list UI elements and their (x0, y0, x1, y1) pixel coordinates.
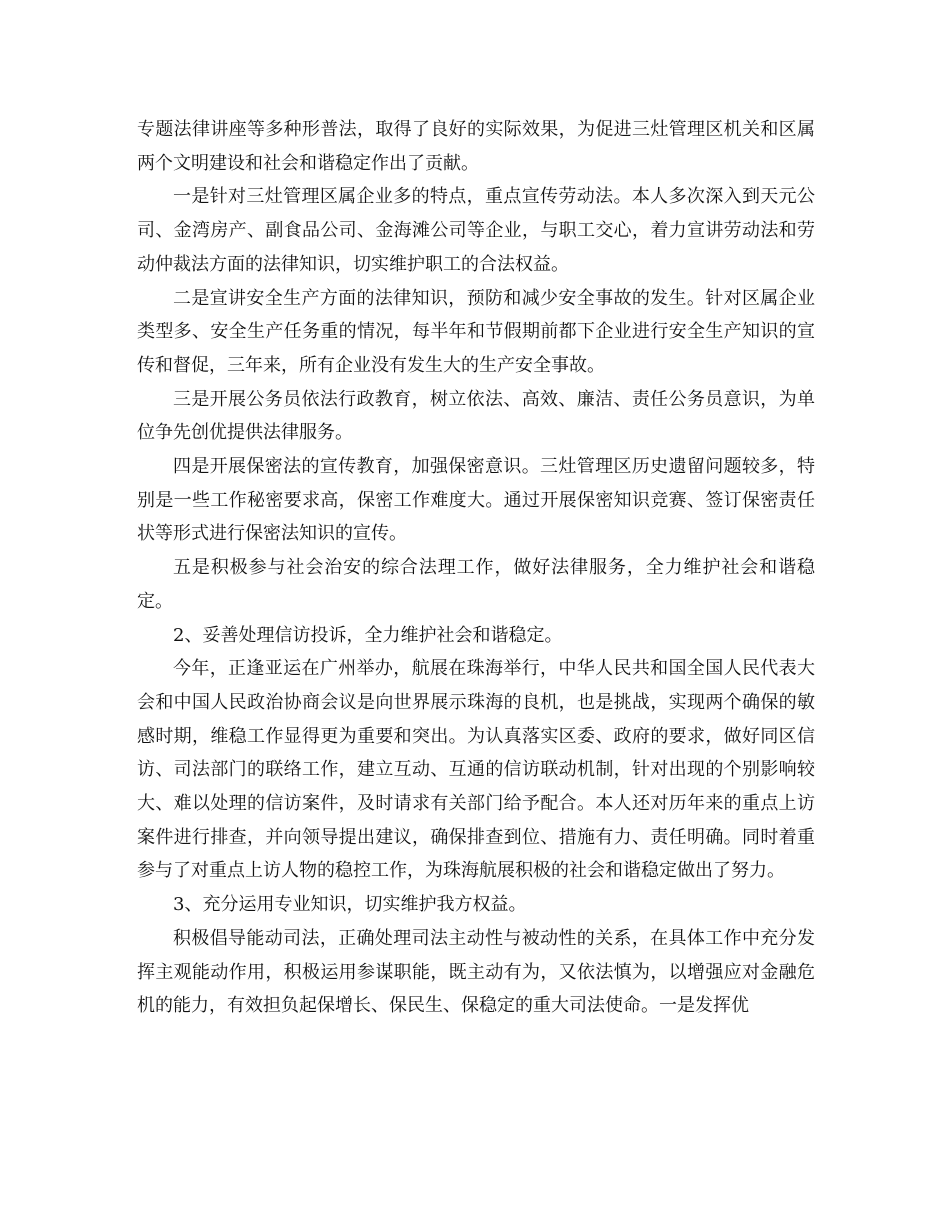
paragraph-10: 积极倡导能动司法，正确处理司法主动性与被动性的关系，在具体工作中充分发挥主观能动作用，积极运用参谋职能，既主动有为，又依法慎为，以增强应对金融危机的能力，有效担负起保增长、保民生、保稳定的重大司法使命。一是发挥优 (137, 927, 815, 1017)
paragraph-6: 五是积极参与社会治安的综合法理工作，做好法律服务，全力维护社会和谐稳定。 (137, 557, 815, 612)
section-heading-2: 2、妥善处理信访投诉，全力维护社会和谐稳定。 (173, 624, 563, 646)
document-page (137, 113, 815, 1023)
paragraph-8: 今年，正逢亚运在广州举办，航展在珠海举行，中华人民共和国全国人民代表大会和中国人民政治协商会议是向世界展示珠海的良机，也是挑战，实现两个确保的敏感时期，维稳工作显得更为重要和突出。为认真落实区委、政府的要求，做好同区信访、司法部门的联络工作，建立互动、互通的信访联动机制，针对出现的个别影响较大、难以处理的信访案件，及时请求有关部门给予配合。本人还对历年来的重点上访案件进行排查，并向领导提出建议，确保排查到位、措施有力、责任明确。同时着重参与了对重点上访人物的稳控工作，为珠海航展积极的社会和谐稳定做出了努力。 (137, 658, 815, 882)
paragraph-5: 四是开展保密法的宣传教育，加强保密意识。三灶管理区历史遗留问题较多，特别是一些工作秘密要求高，保密工作难度大。通过开展保密知识竞赛、签订保密责任状等形式进行保密法知识的宣传。 (137, 456, 815, 545)
paragraph-2: 一是针对三灶管理区属企业多的特点，重点宣传劳动法。本人多次深入到天元公司、金湾房产、副食品公司、金海滩公司等企业，与职工交心，着力宣讲劳动法和劳动仲裁法方面的法律知识，切实维护职工的合法权益。 (137, 186, 815, 275)
paragraph-1: 专题法律讲座等多种形普法，取得了良好的实际效果，为促进三灶管理区机关和区属两个文明建设和社会和谐稳定作出了贡献。 (137, 119, 815, 174)
paragraph-3: 二是宣讲安全生产方面的法律知识，预防和减少安全事故的发生。针对区属企业类型多、安全生产任务重的情况，每半年和节假期前都下企业进行安全生产知识的宣传和督促，三年来，所有企业没有发生大的生产安全事故。 (137, 287, 815, 376)
section-heading-3: 3、充分运用专业知识，切实维护我方权益。 (173, 894, 527, 916)
paragraph-4: 三是开展公务员依法行政教育，树立依法、高效、廉洁、责任公务员意识，为单位争先创优提供法律服务。 (137, 388, 815, 444)
